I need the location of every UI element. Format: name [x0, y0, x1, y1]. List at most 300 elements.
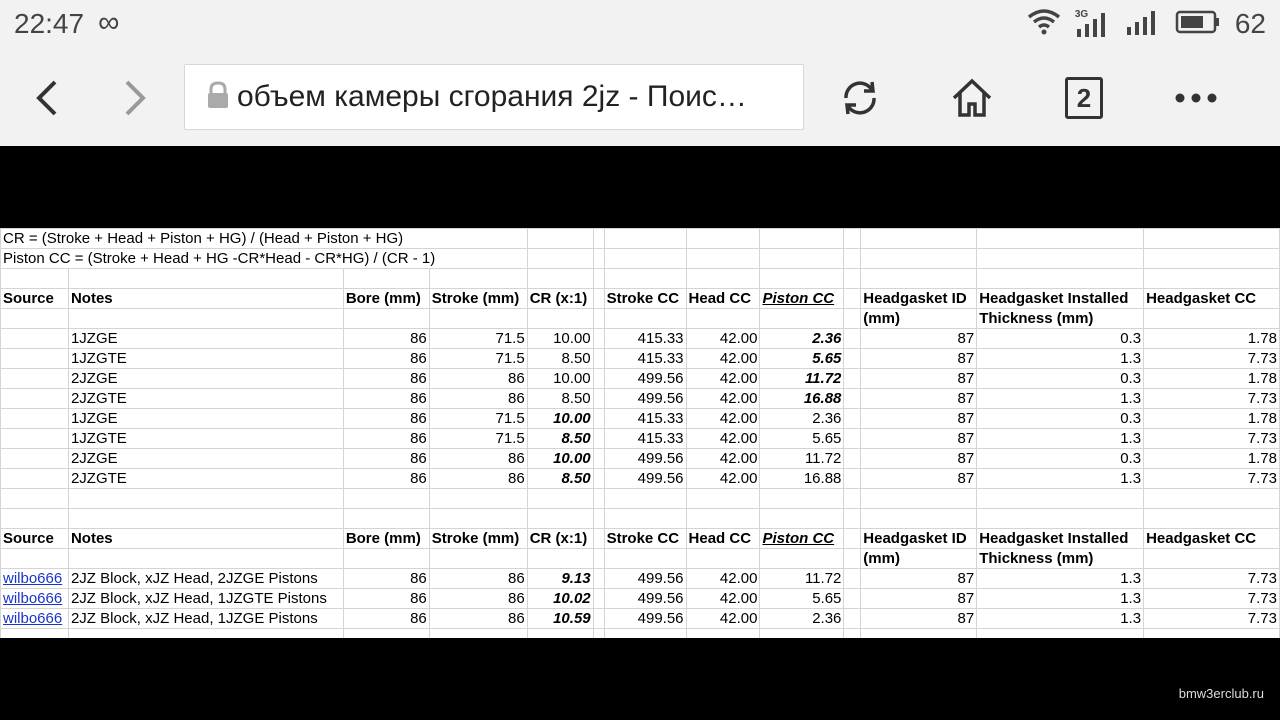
cell [844, 269, 861, 289]
hg-thickness-cell: 0.3 [977, 449, 1144, 469]
hg-id-cell: 87 [861, 609, 977, 629]
cell [343, 269, 429, 289]
column-header: Thickness (mm) [977, 549, 1144, 569]
cell [844, 389, 861, 409]
signal-3g-icon [1075, 9, 1111, 39]
cell [68, 549, 343, 569]
cell [593, 509, 604, 529]
cell [1, 629, 69, 639]
cell [527, 509, 593, 529]
piston-cc-cell: 5.65 [760, 429, 844, 449]
menu-button[interactable] [1166, 68, 1226, 128]
home-button[interactable] [942, 68, 1002, 128]
cell [861, 489, 977, 509]
hg-id-cell: 87 [861, 409, 977, 429]
cr-cell: 10.02 [527, 589, 593, 609]
column-header: Bore (mm) [343, 529, 429, 549]
compression-ratio-table [0, 228, 1280, 638]
cell [429, 629, 527, 639]
cell [1, 549, 69, 569]
cell [604, 309, 686, 329]
cr-cell: 8.50 [527, 349, 593, 369]
cell [686, 309, 760, 329]
cell [760, 249, 844, 269]
cell [593, 229, 604, 249]
cell [593, 469, 604, 489]
notes-cell: 2JZ Block, xJZ Head, 2JZGE Pistons [68, 569, 343, 589]
piston-cc-cell: 16.88 [760, 389, 844, 409]
table-row [1, 389, 1280, 409]
stroke-cell: 71.5 [429, 349, 527, 369]
cell [844, 589, 861, 609]
column-header: Piston CC [760, 289, 844, 309]
cell [429, 269, 527, 289]
notes-cell: 1JZGE [68, 329, 343, 349]
cr-cell: 10.00 [527, 409, 593, 429]
cell [593, 309, 604, 329]
table-row [1, 589, 1280, 609]
cell [1, 329, 69, 349]
cell [429, 489, 527, 509]
hg-cc-cell: 7.73 [1144, 569, 1280, 589]
cell [604, 229, 686, 249]
notes-cell: 2JZ Block, xJZ Head, 1JZGTE Pistons [68, 589, 343, 609]
head-cc-cell: 42.00 [686, 469, 760, 489]
cell [593, 289, 604, 309]
hg-id-cell: 87 [861, 469, 977, 489]
cell [844, 409, 861, 429]
hg-thickness-cell: 1.3 [977, 389, 1144, 409]
hg-thickness-cell: 1.3 [977, 589, 1144, 609]
hg-cc-cell: 7.73 [1144, 609, 1280, 629]
cell [977, 249, 1144, 269]
notes-cell: 1JZGE [68, 409, 343, 429]
stroke-cell: 86 [429, 609, 527, 629]
stroke-cc-cell: 415.33 [604, 409, 686, 429]
source-link[interactable]: wilbo666 [1, 569, 69, 589]
cell [1, 429, 69, 449]
header-row [1, 289, 1280, 309]
cell [1, 449, 69, 469]
bore-cell: 86 [343, 469, 429, 489]
wifi-icon [1027, 8, 1061, 41]
cell [593, 349, 604, 369]
cell [844, 369, 861, 389]
stroke-cc-cell: 415.33 [604, 329, 686, 349]
cell [343, 309, 429, 329]
piston-cc-cell: 16.88 [760, 469, 844, 489]
header-row [1, 309, 1280, 329]
lock-icon [205, 80, 231, 115]
head-cc-cell: 42.00 [686, 569, 760, 589]
source-link[interactable]: wilbo666 [1, 609, 69, 629]
cell [527, 309, 593, 329]
formula-text: CR = (Stroke + Head + Piston + HG) / (Head + Piston + HG) [1, 229, 528, 249]
table-row [1, 329, 1280, 349]
bore-cell: 86 [343, 369, 429, 389]
home-icon [950, 76, 994, 120]
table-row [1, 469, 1280, 489]
stroke-cell: 86 [429, 589, 527, 609]
cell [527, 249, 593, 269]
cell [861, 249, 977, 269]
cell [1, 349, 69, 369]
bore-cell: 86 [343, 409, 429, 429]
hg-thickness-cell: 1.3 [977, 429, 1144, 449]
bore-cell: 86 [343, 349, 429, 369]
cell [527, 489, 593, 509]
notes-cell: 2JZGE [68, 449, 343, 469]
head-cc-cell: 42.00 [686, 449, 760, 469]
cell [760, 309, 844, 329]
stroke-cell: 71.5 [429, 329, 527, 349]
cell [861, 509, 977, 529]
stroke-cell: 71.5 [429, 409, 527, 429]
column-header: Head CC [686, 289, 760, 309]
cell [593, 389, 604, 409]
cell [844, 469, 861, 489]
cell [760, 269, 844, 289]
chevron-left-icon [31, 78, 61, 118]
head-cc-cell: 42.00 [686, 389, 760, 409]
cell [760, 629, 844, 639]
cell [686, 549, 760, 569]
back-button[interactable] [16, 68, 76, 128]
cell [1144, 629, 1280, 639]
column-header: Headgasket CC [1144, 289, 1280, 309]
hg-thickness-cell: 1.3 [977, 349, 1144, 369]
reload-button[interactable] [830, 68, 890, 128]
column-header: Source [1, 529, 69, 549]
piston-cc-cell: 11.72 [760, 369, 844, 389]
cell [593, 629, 604, 639]
table-row [1, 569, 1280, 589]
column-header: Headgasket ID [861, 529, 977, 549]
cell [604, 629, 686, 639]
stroke-cc-cell: 415.33 [604, 349, 686, 369]
piston-cc-cell: 5.65 [760, 349, 844, 369]
cell [977, 509, 1144, 529]
cell [343, 629, 429, 639]
column-header: Stroke CC [604, 529, 686, 549]
cell [343, 489, 429, 509]
column-header: Stroke CC [604, 289, 686, 309]
empty-row [1, 629, 1280, 639]
notes-cell: 2JZGE [68, 369, 343, 389]
piston-cc-cell: 11.72 [760, 449, 844, 469]
cell [844, 449, 861, 469]
cell [604, 509, 686, 529]
stroke-cell: 86 [429, 389, 527, 409]
column-header: CR (x:1) [527, 529, 593, 549]
column-header: Headgasket CC [1144, 529, 1280, 549]
column-header: Headgasket Installed [977, 529, 1144, 549]
cell [686, 249, 760, 269]
cell [844, 289, 861, 309]
column-header: Notes [68, 529, 343, 549]
column-header: Thickness (mm) [977, 309, 1144, 329]
empty-row [1, 489, 1280, 509]
column-header: Headgasket Installed [977, 289, 1144, 309]
notes-cell: 2JZGTE [68, 389, 343, 409]
cell [844, 349, 861, 369]
cell [593, 329, 604, 349]
cell [1, 389, 69, 409]
stroke-cc-cell: 499.56 [604, 609, 686, 629]
bore-cell: 86 [343, 329, 429, 349]
cell [977, 489, 1144, 509]
cell [527, 269, 593, 289]
hg-id-cell: 87 [861, 569, 977, 589]
hg-thickness-cell: 0.3 [977, 329, 1144, 349]
cell [593, 589, 604, 609]
hg-id-cell: 87 [861, 589, 977, 609]
hg-cc-cell: 7.73 [1144, 389, 1280, 409]
formula-row [1, 249, 1280, 269]
column-header: (mm) [861, 549, 977, 569]
status-time: 22:47 [14, 8, 85, 39]
cell [844, 429, 861, 449]
infinity-icon: ∞ [98, 6, 120, 39]
battery-icon [1175, 9, 1221, 40]
hg-cc-cell: 1.78 [1144, 409, 1280, 429]
bore-cell: 86 [343, 429, 429, 449]
hg-thickness-cell: 1.3 [977, 609, 1144, 629]
cell [844, 229, 861, 249]
hg-thickness-cell: 1.3 [977, 569, 1144, 589]
cell [1, 469, 69, 489]
column-header: Source [1, 289, 69, 309]
cell [604, 269, 686, 289]
cell [861, 269, 977, 289]
piston-cc-cell: 2.36 [760, 329, 844, 349]
cell [686, 269, 760, 289]
more-icon [1174, 92, 1218, 104]
cell [844, 629, 861, 639]
cell [593, 369, 604, 389]
stroke-cc-cell: 499.56 [604, 369, 686, 389]
header-row [1, 529, 1280, 549]
battery-level: 62 [1234, 8, 1266, 39]
cell [1144, 229, 1280, 249]
cell [977, 269, 1144, 289]
table-row [1, 369, 1280, 389]
cell [593, 429, 604, 449]
cell [1144, 549, 1280, 569]
cell [861, 229, 977, 249]
url-text: объем камеры сгорания 2jz - Поис… [237, 80, 747, 113]
stroke-cell: 86 [429, 469, 527, 489]
stroke-cc-cell: 499.56 [604, 469, 686, 489]
notes-cell: 1JZGTE [68, 349, 343, 369]
network-type-label: 3G [1074, 9, 1089, 20]
cell [844, 569, 861, 589]
cell [760, 489, 844, 509]
cell [593, 569, 604, 589]
tabs-button[interactable] [1054, 68, 1114, 128]
hg-id-cell: 87 [861, 329, 977, 349]
formula-text: Piston CC = (Stroke + Head + HG -CR*Head - CR*HG) / (CR - 1) [1, 249, 528, 269]
cell [429, 309, 527, 329]
cell [1144, 249, 1280, 269]
stroke-cc-cell: 415.33 [604, 429, 686, 449]
cell [1, 269, 69, 289]
column-header: Headgasket ID [861, 289, 977, 309]
bore-cell: 86 [343, 389, 429, 409]
stroke-cell: 86 [429, 449, 527, 469]
cell [844, 509, 861, 529]
cell [686, 629, 760, 639]
hg-id-cell: 87 [861, 349, 977, 369]
column-header: (mm) [861, 309, 977, 329]
cell [604, 489, 686, 509]
hg-cc-cell: 1.78 [1144, 449, 1280, 469]
forward-button[interactable] [106, 68, 166, 128]
hg-thickness-cell: 0.3 [977, 369, 1144, 389]
head-cc-cell: 42.00 [686, 349, 760, 369]
cell [429, 549, 527, 569]
header-row [1, 549, 1280, 569]
cell [593, 549, 604, 569]
stroke-cc-cell: 499.56 [604, 449, 686, 469]
cell [593, 609, 604, 629]
cell [1144, 489, 1280, 509]
cell [593, 529, 604, 549]
cell [593, 249, 604, 269]
notes-cell: 2JZGTE [68, 469, 343, 489]
piston-cc-cell: 11.72 [760, 569, 844, 589]
piston-cc-cell: 2.36 [760, 409, 844, 429]
status-bar [0, 0, 1280, 50]
cell [68, 489, 343, 509]
cell [1144, 309, 1280, 329]
cell [1, 409, 69, 429]
stroke-cell: 86 [429, 369, 527, 389]
cell [429, 509, 527, 529]
chevron-right-icon [121, 78, 151, 118]
cr-cell: 8.50 [527, 429, 593, 449]
piston-cc-cell: 5.65 [760, 589, 844, 609]
head-cc-cell: 42.00 [686, 609, 760, 629]
hg-id-cell: 87 [861, 429, 977, 449]
head-cc-cell: 42.00 [686, 409, 760, 429]
signal-icon [1125, 7, 1161, 42]
cell [1, 509, 69, 529]
cell [593, 489, 604, 509]
cell [844, 489, 861, 509]
hg-id-cell: 87 [861, 369, 977, 389]
head-cc-cell: 42.00 [686, 429, 760, 449]
cell [760, 549, 844, 569]
hg-cc-cell: 7.73 [1144, 469, 1280, 489]
bore-cell: 86 [343, 569, 429, 589]
cell [686, 489, 760, 509]
cr-cell: 10.00 [527, 449, 593, 469]
source-link[interactable]: wilbo666 [1, 589, 69, 609]
stroke-cc-cell: 499.56 [604, 569, 686, 589]
bore-cell: 86 [343, 449, 429, 469]
cell [844, 609, 861, 629]
cell [527, 549, 593, 569]
cell [343, 509, 429, 529]
cell [977, 229, 1144, 249]
reload-icon [838, 76, 882, 120]
head-cc-cell: 42.00 [686, 329, 760, 349]
stroke-cc-cell: 499.56 [604, 589, 686, 609]
cr-cell: 9.13 [527, 569, 593, 589]
cell [760, 229, 844, 249]
notes-cell: 2JZ Block, xJZ Head, 1JZGE Pistons [68, 609, 343, 629]
cell [844, 329, 861, 349]
cell [1, 309, 69, 329]
column-header: Stroke (mm) [429, 289, 527, 309]
hg-cc-cell: 7.73 [1144, 429, 1280, 449]
cell [527, 629, 593, 639]
cell [1, 369, 69, 389]
cr-cell: 10.00 [527, 369, 593, 389]
formula-row [1, 229, 1280, 249]
cell [68, 509, 343, 529]
cell [604, 249, 686, 269]
column-header: Bore (mm) [343, 289, 429, 309]
cell [844, 249, 861, 269]
stroke-cc-cell: 499.56 [604, 389, 686, 409]
cr-cell: 10.59 [527, 609, 593, 629]
head-cc-cell: 42.00 [686, 369, 760, 389]
cell [1144, 269, 1280, 289]
cr-cell: 10.00 [527, 329, 593, 349]
bore-cell: 86 [343, 609, 429, 629]
empty-row [1, 269, 1280, 289]
address-bar[interactable] [184, 64, 804, 130]
status-icons [1027, 6, 1266, 42]
stroke-cell: 86 [429, 569, 527, 589]
browser-toolbar [0, 50, 1280, 146]
cell [844, 309, 861, 329]
cell [1144, 509, 1280, 529]
piston-cc-cell: 2.36 [760, 609, 844, 629]
hg-cc-cell: 1.78 [1144, 329, 1280, 349]
hg-cc-cell: 7.73 [1144, 349, 1280, 369]
cell [527, 229, 593, 249]
cell [68, 309, 343, 329]
bore-cell: 86 [343, 589, 429, 609]
cell [68, 269, 343, 289]
cr-cell: 8.50 [527, 469, 593, 489]
table-row [1, 609, 1280, 629]
stroke-cell: 71.5 [429, 429, 527, 449]
cell [760, 509, 844, 529]
tab-count: 2 [1065, 77, 1103, 119]
cell [686, 509, 760, 529]
table-row [1, 449, 1280, 469]
table-row [1, 409, 1280, 429]
hg-thickness-cell: 0.3 [977, 409, 1144, 429]
column-header: Piston CC [760, 529, 844, 549]
empty-row [1, 509, 1280, 529]
cell [844, 529, 861, 549]
column-header: Head CC [686, 529, 760, 549]
cr-cell: 8.50 [527, 389, 593, 409]
cell [977, 629, 1144, 639]
head-cc-cell: 42.00 [686, 589, 760, 609]
cell [593, 409, 604, 429]
cell [844, 549, 861, 569]
cell [686, 229, 760, 249]
notes-cell: 1JZGTE [68, 429, 343, 449]
hg-id-cell: 87 [861, 389, 977, 409]
table-row [1, 349, 1280, 369]
